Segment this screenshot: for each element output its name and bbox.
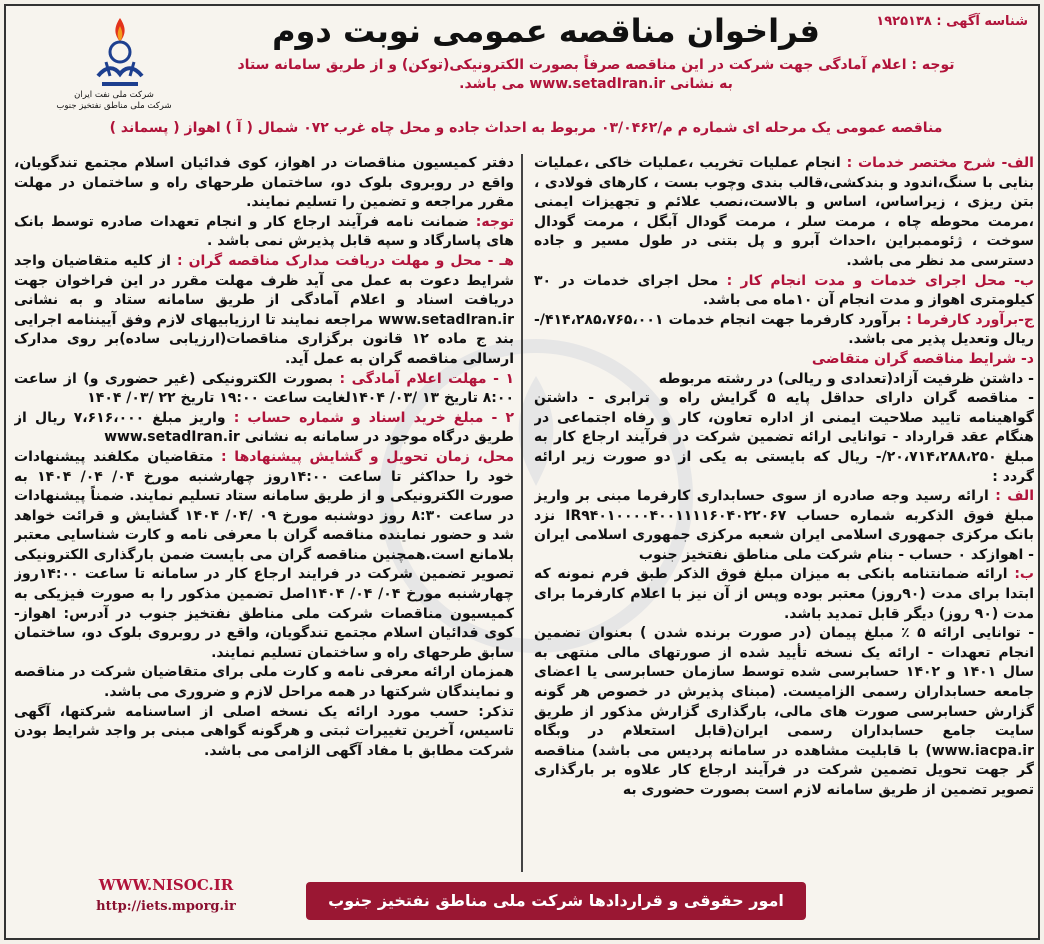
left_column-section-text: دفتر کمیسیون مناقصات در اهواز، کوی فدائیان اسلام مجتمع تندگویان، واقع در روبروی بلوک دو، ساختمان طرحهای راه و ساختمان در مهلت مقرر مراجعه و تضمین را تسلیم نمایند.	[14, 155, 514, 211]
right_column-section-text: محل اجرای خدمات در ۳۰ کیلومتری اهواز و مدت انجام آن ۱۰ماه می باشد.	[534, 272, 1034, 309]
left_column-paragraph	[14, 409, 514, 448]
right_column-section-text: ارائه ضمانتنامه بانکی به میزان مبلغ فوق الذکر طبق فرم نمونه که ابتدا برای مدت (۹۰روز) معتبر بوده وپس از آن نیز با اعلام کارفرما برای مدت (۹۰ روز) دیگر قابل تمدید باشد.	[534, 566, 1034, 622]
left_column-section-text: بصورت الکترونیکی (غیر حضوری و) از ساعت ۸:۰۰ تاریخ ۱۳ /۰۳/ ۱۴۰۴لغایت ساعت ۱۹:۰۰ تاریخ ۲۲ /۰۳/ ۱۴۰۴	[14, 370, 514, 407]
logo-text-nioc: شرکت ملی نفت ایران	[74, 90, 154, 100]
right_column-section-label: الف- شرح مختصر خدمات :	[846, 155, 1034, 171]
left_column-paragraph	[14, 448, 514, 664]
right_column-section-text: برآورد کارفرما جهت انجام خدمات ۴۱۴،۲۸۵،۷۶۵،۰۰۱/- ریال وتعدیل پذیر می باشد.	[534, 311, 1034, 348]
right_column-paragraph	[534, 350, 1034, 370]
right_column-section-text: ارائه رسید وجه صادره از سوی حسابداری کارفرما مبنی بر واریز مبلغ فوق الذکربه شماره حساب IR۹۴۰۱۰۰۰۰۴۰۰۱۱۱۱۶۰۴۰۲۲۰۶۷ نزد بانک مرکزی جمهوری اسلامی ایران شعبه مرکزی جمهوری اسلامی ایران - اهوازکد ۰ حساب - بنام شرکت ملی مناطق نفتخیز جنوب	[534, 488, 1034, 563]
nisoc-url-link[interactable]: WWW.NISOC.IR	[98, 876, 234, 894]
flame-logo-icon	[20, 14, 220, 94]
left_column-section-label: توجه:	[475, 213, 514, 230]
right_column-section-label: د- شرایط مناقصه گران متقاضی	[811, 350, 1034, 367]
right_column-paragraph	[534, 154, 1034, 272]
right_column-paragraph	[534, 272, 1034, 311]
tender-number-line: مناقصه عمومی یک مرحله ای شماره م م/۰۳/۰۴۶۲ مربوط به احداث جاده و محل چاه غرب ۰۷۲ شمال ( آ ) اهواز ( پسماند )	[109, 120, 943, 136]
right_column-section-label: ب- محل اجرای خدمات و مدت انجام کار :	[726, 272, 1034, 289]
left_column-paragraph	[14, 370, 514, 409]
left_column-section-text: همزمان ارائه معرفی نامه و کارت ملی برای متقاضیان شرکت در مناقصه و نمایندگان شرکتها در همه مراحل لازم و ضروری می باشد.	[14, 664, 514, 701]
left_column-section-text: متقاضیان مکلفند پیشنهادات خود را حداکثر تا ساعت ۱۴:۰۰روز چهارشنبه مورخ ۰۴/ ۰۴/ ۱۴۰۴ به صورت الکترونیکی و از طریق سامانه ستاد تسلیم نمایند. ضمناً پیشنهادات در ساعت ۸:۳۰ روز دوشنبه مورخ ۰۹ /۰۴/ ۱۴۰۴ گشایش و قرائت خواهد شد و حضور نماینده مناقصه گران با معرفی نامه و کارت شناسایی معتبر بلامانع است.همچنین مناقصه گران می بایست ضمن بارگذاری الکترونیکی تصویر تضمین شرکت در فرایند ارجاع کار در سامانه تا ساعت ۱۴:۰۰روز چهارشنبه مورخ ۰۴/ ۰۴/ ۱۴۰۴اصل تضمین مذکور را به صورت فیزیکی به کمیسیون مناقصات شرکت ملی مناطق نفتخیز جنوب در آدرس: اهواز- کوی فدائیان اسلام مجتمع تندگویان، واقع در روبروی بلوک دو، ساختمان سابق طرحهای راه و ساختمان تسلیم نمایند.	[14, 448, 514, 661]
column-divider	[521, 154, 523, 872]
right_column-section-text: - توانایی ارائه ۵ ٪ مبلغ پیمان (در صورت برنده شدن ) بعنوان تضمین انجام تعهدات - ارائه یک نسخه تأیید شده از صورتهای مالی منتهی به سال ۱۴۰۱ و ۱۴۰۲ حسابرسی شده توسط سازمان حسابرسی یا اعضای جامعه حسابداران رسمی الزامیست. (مبنای پذیرش در خصوص هر گونه گزارش حسابرسی صورت های مالی، بارگذاری گزارش مذکور از طریق سایت جامع حسابداران رسمی ایران(قابل استعلام در وبگاه www.iacpa.ir) با قابلیت مشاهده در سامانه پردیس می باشد) مناقصه گر جهت تحویل تضمین شرکت در فرآیند ارجاع کار علاوه بر بارگذاری تصویر تضمین از طریق سامانه لازم است بصورت حضوری به	[534, 625, 1034, 798]
notice-header	[6, 6, 1038, 152]
footer-banner: امور حقوقی و قراردادها شرکت ملی مناطق نفتخیز جنوب	[306, 882, 806, 920]
notice-line-1: توجه : اعلام آمادگی جهت شرکت در این مناقصه صرفاً بصورت الکترونیکی(توکن) و از طریق سامانه ستاد	[237, 57, 955, 73]
page-title: فراخوان مناقصه عمومی نوبت دوم	[272, 12, 820, 50]
right_column-paragraph	[534, 370, 1034, 390]
left_column-paragraph	[14, 703, 514, 762]
right_column-paragraph	[534, 311, 1034, 350]
left_column-paragraph	[14, 663, 514, 702]
logo-caption	[14, 90, 214, 112]
left_column-section-label: ۱ - مهلت اعلام آمادگی :	[339, 370, 514, 387]
body-columns	[14, 154, 1034, 872]
iets-url-link[interactable]: http://iets.mporg.ir	[96, 899, 236, 914]
notice-footer	[6, 872, 1038, 938]
right_column-paragraph	[534, 487, 1034, 565]
tender-notice-page	[4, 4, 1040, 940]
left_column-section-label: هـ - محل و مهلت دریافت مدارک مناقصه گران :	[176, 252, 514, 269]
right_column-section-label: ج-برآورد کارفرما :	[906, 311, 1034, 328]
ad-id: شناسه آگهی : ۱۹۲۵۱۳۸	[876, 14, 1028, 29]
right_column-section-text: - داشتن ظرفیت آزاد(تعدادی و ریالی) در رشته مربوطه	[658, 370, 1034, 387]
footer-urls	[46, 874, 286, 918]
right-column	[534, 154, 1034, 872]
left_column-paragraph	[14, 252, 514, 370]
left_column-section-text: ضمانت نامه فرآیند ارجاع کار و انجام تعهدات صادره توسط بانک های پاسارگاد و سپه قابل پذیرش نمی باشد .	[14, 213, 514, 250]
logo-text-nisoc: شرکت ملی مناطق نفتخیز جنوب	[56, 101, 172, 111]
right_column-paragraph	[534, 389, 1034, 487]
left_column-section-label: محل، زمان تحویل و گشایش پیشنهادها :	[221, 448, 514, 465]
right_column-section-label: ب:	[1014, 566, 1034, 583]
right_column-section-text: انجام عملیات تخریب ،عملیات خاکی ،عملیات بنایی با سنگ،اندود و بندکشی،قالب بندی وچوب بست ، کارهای فولادی ، بتن ریزی ، زیراساس، اساس و بالاست،نصب علائم و تجهیزات ایمنی ،مرمت محوطه چاه ، مرمت سلر ، مرمت گودال آبگل ، مرمت گودال سوخت ، ژئوممبراین ،احداث آبرو و پل بتنی در طول مسیر و جاده دسترسی مد نظر می باشد.	[534, 155, 1034, 269]
notice-line-2: به نشانی www.setadIran.ir می باشد.	[459, 76, 733, 92]
left_column-section-text: از کلیه متقاضیان واجد شرایط دعوت به عمل می آید ظرف مهلت مقرر در این فراخوان جهت دریافت اسناد و اعلام آمادگی از طریق سامانه ستاد و به نشانی www.setadIran.ir مراجعه نمایند تا ارزیابیهای لازم وفق آییننامه اجرایی بند ج ماده ۱۲ قانون برگزاری مناقصات(ارزیابی ساده)بر روی مدارک ارسالی مناقصه گران به عمل آید.	[14, 252, 514, 367]
left_column-section-text: تذکر: حسب مورد ارائه یک نسخه اصلی از اساسنامه شرکتها، آگهی تاسیس، آخرین تغییرات ثبتی و هرگونه گواهی مبنی بر واجد شرایط بودن شرکت مطابق با مفاد آگهی الزامی می باشد.	[14, 703, 514, 759]
left_column-paragraph	[14, 213, 514, 252]
right_column-paragraph	[534, 624, 1034, 800]
left_column-section-label: ۲ - مبلغ خرید اسناد و شماره حساب :	[233, 409, 514, 426]
right_column-paragraph	[534, 565, 1034, 624]
left_column-section-text: واریز مبلغ ۷،۶۱۶،۰۰۰ ریال از طریق درگاه موجود در سامانه به نشانی www.setadIran.ir	[14, 409, 514, 446]
right_column-section-text: - مناقصه گران دارای حداقل پایه ۵ گرایش راه و ترابری - داشتن گواهینامه تایید صلاحیت ایمنی از اداره تعاون، کار و رفاه اجتماعی در هنگام عقد قرارداد - توانایی ارائه تضمین شرکت در فرآیند ارجاع کار به مبلغ ۲۰،۷۱۴،۲۸۸،۲۵۰/- ریال که بایستی به یکی از دو صورت زیر ارائه گردد :	[534, 390, 1034, 485]
right_column-section-label: الف :	[995, 488, 1034, 505]
electronic-notice	[206, 56, 986, 94]
left_column-paragraph	[14, 154, 514, 213]
left-column	[14, 154, 514, 872]
